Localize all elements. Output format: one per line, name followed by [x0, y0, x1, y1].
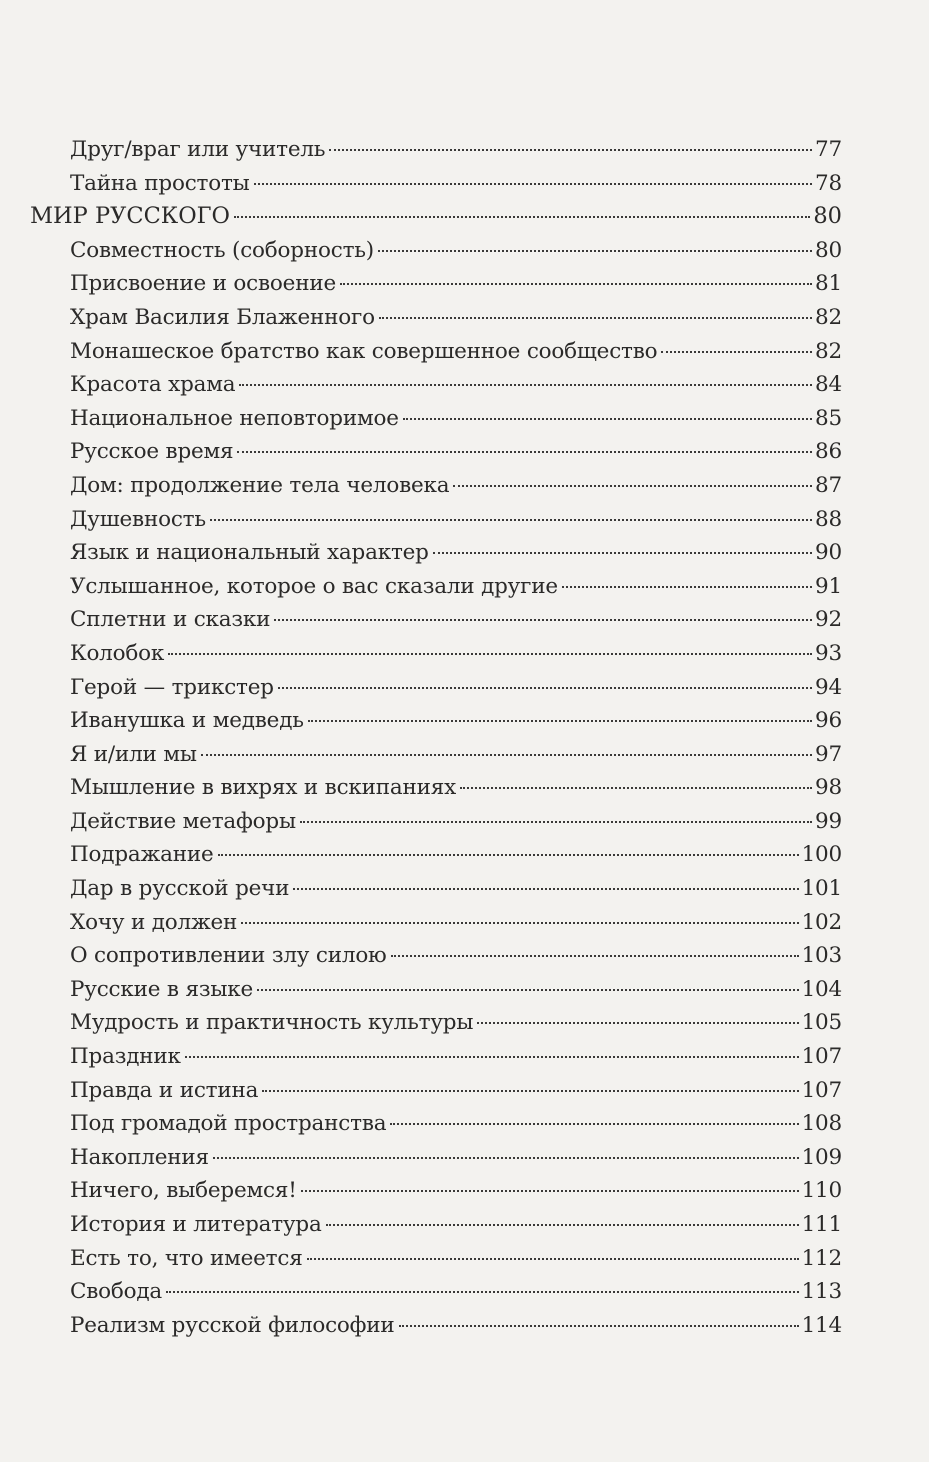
toc-entry-title: Дар в русской речи — [70, 876, 290, 902]
toc-entry — [30, 368, 842, 402]
dot-leader — [257, 989, 799, 991]
toc-entry-page-number: 97 — [815, 741, 842, 767]
toc-entry-title: Тайна простоты — [70, 170, 250, 196]
toc-entry-title: Иванушка и медведь — [70, 708, 304, 734]
toc-entry-page-number: 112 — [801, 1245, 842, 1271]
dot-leader — [234, 216, 810, 218]
toc-entry-page-number: 91 — [815, 573, 842, 599]
toc-entry — [30, 637, 842, 671]
dot-leader — [239, 384, 812, 386]
toc-entry-title: Присвоение и освоение — [70, 271, 336, 297]
toc-entry-title: Язык и национальный характер — [70, 540, 429, 566]
toc-entry-page-number: 82 — [815, 304, 842, 330]
toc-entry — [30, 1208, 842, 1242]
toc-entry — [30, 704, 842, 738]
toc-entry — [30, 536, 842, 570]
toc-entry-title: Мудрость и практичность культуры — [70, 1010, 474, 1036]
toc-entry — [30, 1174, 842, 1208]
toc-entry-page-number: 81 — [815, 271, 842, 297]
toc-entry-page-number: 107 — [801, 1077, 842, 1103]
toc-entry-page-number: 78 — [815, 170, 842, 196]
toc-entry — [30, 1275, 842, 1309]
toc-entry — [30, 335, 842, 369]
toc-entry — [30, 671, 842, 705]
toc-entry-page-number: 88 — [815, 506, 842, 532]
toc-entry-page-number: 110 — [801, 1178, 842, 1204]
toc-entry — [30, 1006, 842, 1040]
toc-entry — [30, 1107, 842, 1141]
dot-leader — [391, 955, 799, 957]
dot-leader — [379, 317, 812, 319]
toc-entry-page-number: 84 — [815, 372, 842, 398]
toc-entry — [30, 973, 842, 1007]
toc-entry — [30, 133, 842, 167]
toc-entry-title: Колобок — [70, 640, 165, 666]
dot-leader — [301, 1190, 799, 1192]
dot-leader — [460, 787, 812, 789]
dot-leader — [168, 653, 812, 655]
dot-leader — [378, 250, 812, 252]
toc-entry-page-number: 80 — [815, 237, 842, 263]
toc-entry — [30, 435, 842, 469]
toc-entry-page-number: 90 — [815, 540, 842, 566]
dot-leader — [278, 687, 812, 689]
toc-entry — [30, 1141, 842, 1175]
toc-entry-title: Я и/или мы — [70, 741, 197, 767]
dot-leader — [166, 1291, 799, 1293]
dot-leader — [254, 183, 812, 185]
toc-entry-page-number: 104 — [801, 976, 842, 1002]
toc-entry — [30, 603, 842, 637]
toc-entry — [30, 469, 842, 503]
toc-entry-title: Сплетни и сказки — [70, 607, 271, 633]
dot-leader — [293, 888, 798, 890]
toc-entry-page-number: 77 — [815, 137, 842, 162]
dot-leader — [274, 619, 812, 621]
toc-entry-title: Храм Василия Блаженного — [70, 304, 375, 330]
toc-entry — [30, 906, 842, 940]
toc-entry — [30, 1074, 842, 1108]
dot-leader — [237, 451, 812, 453]
toc-entry-title: Свобода — [70, 1279, 163, 1305]
dot-leader — [326, 1224, 799, 1226]
toc-entry-title: Действие метафоры — [70, 808, 296, 834]
toc-entry-title: Красота храма — [70, 372, 236, 398]
toc-entry — [30, 503, 842, 537]
toc-entry-page-number: 94 — [815, 674, 842, 700]
toc-entry-page-number: 80 — [813, 203, 842, 230]
dot-leader — [340, 283, 812, 285]
toc-entry — [30, 570, 842, 604]
toc-entry-page-number: 102 — [801, 909, 842, 935]
toc-entry-title: Дом: продолжение тела человека — [70, 472, 450, 498]
toc-entry-title: Друг/враг или учитель — [70, 137, 326, 162]
toc-entry-title: Реализм русской философии — [70, 1312, 395, 1338]
dot-leader — [399, 1325, 799, 1327]
toc-entry-title: Национальное неповторимое — [70, 405, 399, 431]
toc-entry-page-number: 113 — [801, 1279, 842, 1305]
toc-entry — [30, 1309, 842, 1343]
toc-entry-title: МИР РУССКОГО — [30, 203, 230, 230]
toc-entry — [30, 738, 842, 772]
toc-entry-page-number: 101 — [801, 876, 842, 902]
dot-leader — [403, 418, 812, 420]
toc-entry-page-number: 93 — [815, 640, 842, 666]
toc-entry-page-number: 92 — [815, 607, 842, 633]
toc-entry-page-number: 103 — [801, 943, 842, 969]
dot-leader — [201, 754, 812, 756]
toc-entry-title: Душевность — [70, 506, 206, 532]
toc-entry-title: О сопротивлении злу силою — [70, 943, 387, 969]
toc-entry-title: Мышление в вихрях и вскипаниях — [70, 775, 457, 801]
toc-entry — [30, 402, 842, 436]
toc-entry — [30, 838, 842, 872]
toc-entry-title: Подражание — [70, 842, 214, 868]
dot-leader — [210, 519, 812, 521]
toc-entry-page-number: 105 — [801, 1010, 842, 1036]
dot-leader — [307, 1258, 799, 1260]
toc-entry-title: Русское время — [70, 439, 234, 465]
toc-entry-page-number: 114 — [801, 1312, 842, 1338]
toc-entry-page-number: 107 — [801, 1044, 842, 1070]
toc-section-heading — [30, 200, 842, 234]
toc-entry-title: Хочу и должен — [70, 909, 238, 935]
toc-entry — [30, 234, 842, 268]
toc-entry-title: Накопления — [70, 1144, 209, 1170]
toc-entry — [30, 301, 842, 335]
toc-entry — [30, 167, 842, 201]
toc-entry — [30, 267, 842, 301]
dot-leader — [562, 586, 812, 588]
toc-entry — [30, 771, 842, 805]
dot-leader — [390, 1123, 798, 1125]
dot-leader — [329, 149, 812, 151]
toc-entry-title: Под громадой пространства — [70, 1111, 387, 1137]
toc-entry-title: Ничего, выберемся! — [70, 1178, 297, 1204]
dot-leader — [433, 552, 812, 554]
toc-entry — [30, 805, 842, 839]
toc-entry-page-number: 96 — [815, 708, 842, 734]
dot-leader — [300, 821, 812, 823]
toc-entry-page-number: 87 — [815, 472, 842, 498]
toc-entry-title: Есть то, что имеется — [70, 1245, 303, 1271]
dot-leader — [185, 1056, 799, 1058]
toc-entry-title: Русские в языке — [70, 976, 254, 1002]
toc-entry-page-number: 98 — [815, 775, 842, 801]
dot-leader — [308, 720, 812, 722]
table-of-contents — [30, 133, 842, 1342]
dot-leader — [477, 1022, 798, 1024]
toc-entry-title: Герой — трикстер — [70, 674, 274, 700]
toc-entry — [30, 1242, 842, 1276]
toc-entry-title: Совместность (соборность) — [70, 237, 374, 263]
dot-leader — [661, 351, 812, 353]
toc-entry-title: Праздник — [70, 1044, 181, 1070]
dot-leader — [453, 485, 812, 487]
dot-leader — [241, 922, 798, 924]
dot-leader — [218, 854, 799, 856]
toc-entry-page-number: 109 — [801, 1144, 842, 1170]
toc-entry-title: Монашеское братство как совершенное сообщество — [70, 338, 658, 364]
toc-entry-page-number: 82 — [815, 338, 842, 364]
toc-entry-page-number: 108 — [801, 1111, 842, 1137]
toc-entry — [30, 939, 842, 973]
dot-leader — [213, 1157, 799, 1159]
toc-entry — [30, 872, 842, 906]
toc-entry-page-number: 85 — [815, 405, 842, 431]
dot-leader — [262, 1090, 798, 1092]
toc-entry-page-number: 100 — [801, 842, 842, 868]
toc-entry-title: Правда и истина — [70, 1077, 259, 1103]
toc-entry-page-number: 86 — [815, 439, 842, 465]
toc-entry — [30, 1040, 842, 1074]
toc-entry-page-number: 99 — [815, 808, 842, 834]
toc-entry-title: Услышанное, которое о вас сказали другие — [70, 573, 558, 599]
toc-entry-page-number: 111 — [801, 1212, 842, 1237]
toc-entry-title: История и литература — [70, 1212, 322, 1237]
